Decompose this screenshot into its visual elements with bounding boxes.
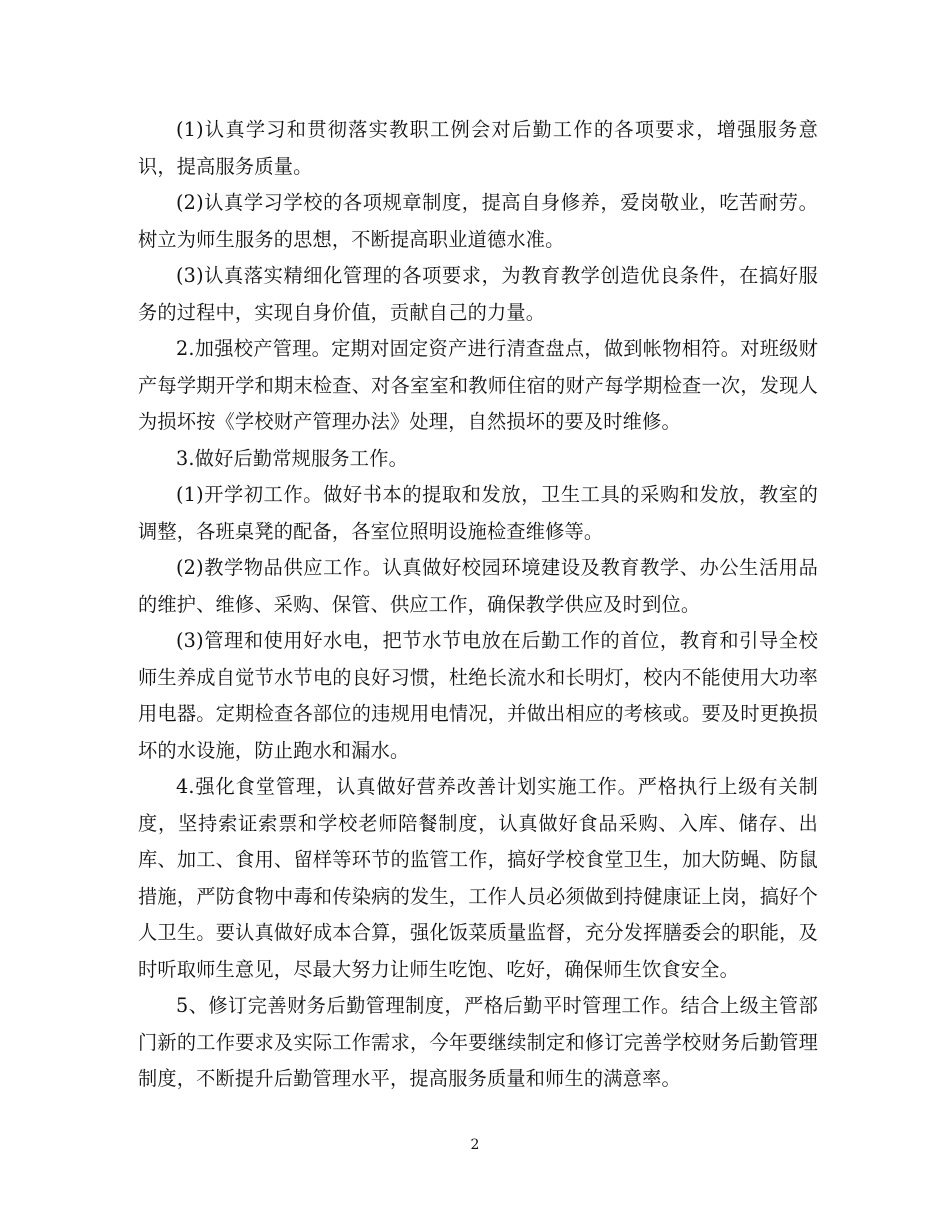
paragraph-1: (1)认真学习和贯彻落实教职工例会对后勤工作的各项要求，增强服务意识，提高服务质量。 bbox=[138, 118, 818, 178]
paragraph-10: 5、修订完善财务后勤管理制度，严格后勤平时管理工作。结合上级主管部门新的工作要求及实际工作需求，今年要继续制定和修订完善学校财务后勤管理制度，不断提升后勤管理水平，提高服务质量和师生的满意率。 bbox=[138, 994, 818, 1090]
paragraph-9: 4.强化食堂管理，认真做好营养改善计划实施工作。严格执行上级有关制度，坚持索证索票和学校老师陪餐制度，认真做好食品采购、入库、储存、出库、加工、食用、留样等环节的监管工作，搞好学校食堂卫生，加大防蝇、防鼠措施，严防食物中毒和传染病的发生，工作人员必须做到持健康证上岗，搞好个人卫生。要认真做好成本合算，强化饭菜质量监督，充分发挥膳委会的职能，及时听取师生意见，尽最大努力让师生吃饱、吃好，确保师生饮食安全。 bbox=[138, 775, 818, 981]
paragraph-6: (1)开学初工作。做好书本的提取和发放，卫生工具的采购和发放，教室的调整，各班桌凳的配备，各室位照明设施检查维修等。 bbox=[138, 483, 818, 543]
page-number: 2 bbox=[470, 1137, 480, 1153]
paragraph-2: (2)认真学习学校的各项规章制度，提高自身修养，爱岗敬业，吃苦耐劳。树立为师生服务的思想，不断提高职业道德水准。 bbox=[138, 191, 818, 251]
paragraph-7: (2)教学物品供应工作。认真做好校园环境建设及教育教学、办公生活用品的维护、维修、采购、保管、供应工作，确保教学供应及时到位。 bbox=[138, 556, 818, 616]
paragraph-3: (3)认真落实精细化管理的各项要求，为教育教学创造优良条件，在搞好服务的过程中，实现自身价值，贡献自己的力量。 bbox=[138, 264, 818, 324]
document-body bbox=[138, 112, 818, 1098]
paragraph-8: (3)管理和使用好水电，把节水节电放在后勤工作的首位，教育和引导全校师生养成自觉节水节电的良好习惯，杜绝长流水和长明灯，校内不能使用大功率用电器。定期检查各部位的违规用电情况，并做出相应的考核或。要及时更换损坏的水设施，防止跑水和漏水。 bbox=[138, 629, 818, 762]
paragraph-5: 3.做好后勤常规服务工作。 bbox=[176, 446, 408, 470]
paragraph-4: 2.加强校产管理。定期对固定资产进行清查盘点，做到帐物相符。对班级财产每学期开学和期末检查、对各室室和教师住宿的财产每学期检查一次，发现人为损坏按《学校财产管理办法》处理，自然损坏的要及时维修。 bbox=[138, 337, 818, 433]
